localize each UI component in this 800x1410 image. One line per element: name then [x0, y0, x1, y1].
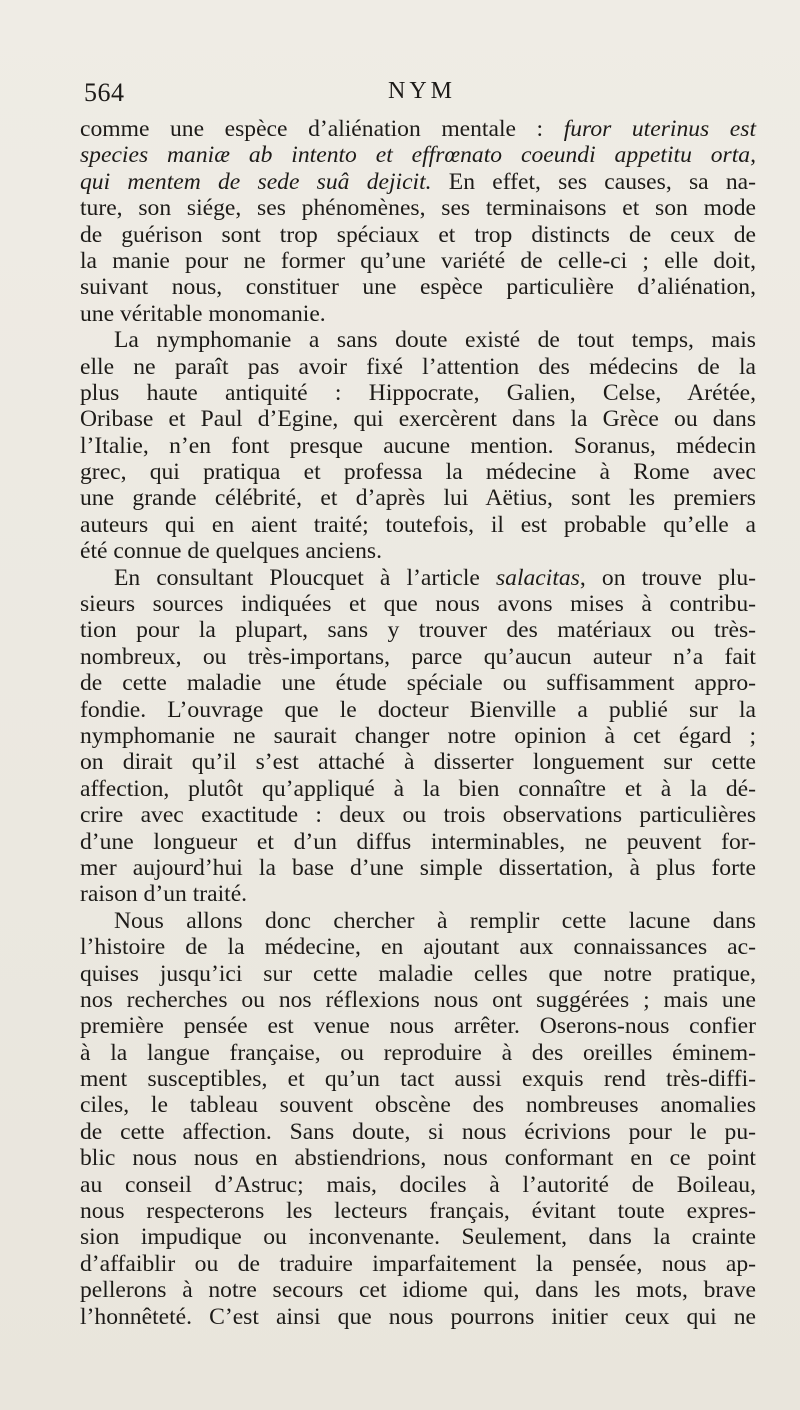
- text-segment: En consultant Ploucquet à l’article: [114, 564, 496, 591]
- text-line: [80, 1251, 756, 1277]
- text-line: [80, 749, 756, 775]
- text-line: [80, 512, 756, 538]
- text-segment: crire avec exactitude : deux ou trois observations particulières: [80, 802, 756, 829]
- text-line: [80, 459, 756, 485]
- text-line: [80, 301, 756, 327]
- text-segment: ture, son siége, ses phénomènes, ses terminaisons et son mode: [80, 195, 756, 222]
- text-segment: tion pour la plupart, sans y trouver des matériaux ou très-: [80, 617, 756, 644]
- text-line: [80, 433, 756, 459]
- text-segment: la manie pour ne former qu’une variété de celle-ci ; elle doit,: [80, 247, 756, 274]
- paragraph: [80, 565, 756, 908]
- text-segment: pellerons à notre secours cet idiome qui, dans les mots, brave: [80, 1277, 756, 1304]
- text-segment: , on trouve plu-: [579, 564, 756, 591]
- text-segment: Oribase et Paul d’Egine, qui exercèrent dans la Grèce ou dans: [80, 406, 756, 433]
- text-line: [80, 485, 756, 511]
- text-segment: de guérison sont trop spéciaux et trop distincts de ceux de: [80, 221, 756, 248]
- text-line: [80, 1198, 756, 1224]
- page-header: [84, 78, 760, 112]
- text-line: [80, 881, 756, 907]
- text-line: [80, 723, 756, 749]
- text-line: [80, 222, 756, 248]
- text-segment: comme une espèce d’aliénation mentale :: [80, 116, 564, 142]
- text-segment: été connue de quelques anciens.: [80, 538, 383, 565]
- text-line: [80, 248, 756, 274]
- text-segment: de cette affection. Sans doute, si nous écrivions pour le pu-: [80, 1118, 756, 1145]
- paragraph: [80, 908, 756, 1330]
- text-segment: mer aujourd’hui la base d’une simple dissertation, à plus forte: [80, 854, 756, 881]
- text-segment: nymphomanie ne saurait changer notre opinion à cet égard ;: [80, 722, 756, 749]
- text-line: [80, 776, 756, 802]
- text-line: [80, 1304, 756, 1330]
- text-line: [80, 802, 756, 828]
- page-number: 564: [84, 78, 125, 107]
- text-line: [80, 354, 756, 380]
- text-segment: première pensée est venue nous arrêter. Oserons-nous confier: [80, 1013, 756, 1040]
- italic-text: furor uterinus est: [563, 116, 756, 142]
- text-segment: plus haute antiquité : Hippocrate, Galien, Celse, Arétée,: [80, 379, 756, 406]
- text-segment: à la langue française, ou reproduire à des oreilles éminem-: [80, 1039, 756, 1066]
- text-segment: nombreux, ou très-importans, parce qu’aucun auteur n’a fait: [80, 643, 756, 670]
- text-line: [80, 406, 756, 432]
- text-segment: suivant nous, constituer une espèce particulière d’aliénation,: [80, 274, 756, 301]
- text-line: [80, 1013, 756, 1039]
- text-segment: quises jusqu’ici sur cette maladie celles que notre pratique,: [80, 960, 756, 987]
- paragraph: [80, 116, 756, 327]
- text-line: [80, 961, 756, 987]
- text-segment: ment susceptibles, et qu’un tact aussi exquis rend très-diffi-: [80, 1066, 756, 1093]
- text-segment: ciles, le tableau souvent obscène des nombreuses anomalies: [80, 1092, 756, 1119]
- text-line: [80, 591, 756, 617]
- text-line: [80, 327, 756, 353]
- body-text: [80, 116, 756, 1330]
- text-line: [80, 1092, 756, 1118]
- paragraph: [80, 327, 756, 565]
- text-segment: Nous allons donc chercher à remplir cette lacune dans: [114, 907, 756, 934]
- text-segment: l’histoire de la médecine, en ajoutant aux connaissances ac-: [80, 934, 756, 961]
- italic-text: qui mentem de sede suâ dejicit.: [80, 168, 432, 195]
- text-line: [80, 1224, 756, 1250]
- text-segment: nos recherches ou nos réflexions nous ont suggérées ; mais une: [80, 986, 756, 1013]
- text-segment: grec, qui pratiqua et professa la médecine à Rome avec: [80, 459, 756, 486]
- text-line: [80, 987, 756, 1013]
- text-line: [80, 169, 756, 195]
- text-segment: auteurs qui en aient traité; toutefois, il est probable qu’elle a: [80, 511, 756, 538]
- text-segment: La nymphomanie a sans doute existé de tout temps, mais: [114, 327, 756, 354]
- text-line: [80, 670, 756, 696]
- text-segment: En effet, ses causes, sa na-: [431, 168, 756, 195]
- text-line: [80, 1119, 756, 1145]
- text-segment: fondie. L’ouvrage que le docteur Bienville a publié sur la: [80, 696, 756, 723]
- text-segment: on dirait qu’il s’est attaché à disserter longuement sur cette: [80, 749, 756, 776]
- text-line: [80, 697, 756, 723]
- text-segment: raison d’un traité.: [80, 881, 248, 908]
- text-segment: une grande célébrité, et d’après lui Aëtius, sont les premiers: [80, 485, 756, 512]
- text-line: [80, 855, 756, 881]
- text-line: [80, 644, 756, 670]
- text-segment: d’une longueur et d’un diffus interminables, ne peuvent for-: [80, 828, 756, 855]
- text-line: [80, 565, 756, 591]
- text-line: [80, 1145, 756, 1171]
- text-segment: sieurs sources indiquées et que nous avons mises à contribu-: [80, 591, 756, 618]
- text-line: [80, 1040, 756, 1066]
- text-segment: au conseil d’Astruc; mais, dociles à l’autorité de Boileau,: [80, 1171, 756, 1198]
- text-segment: d’affaiblir ou de traduire imparfaitement la pensée, nous ap-: [80, 1250, 756, 1277]
- text-line: [80, 380, 756, 406]
- text-segment: sion impudique ou inconvenante. Seulement, dans la crainte: [80, 1224, 756, 1251]
- text-line: [80, 538, 756, 564]
- text-segment: l’honnêteté. C’est ainsi que nous pourrons initier ceux qui ne: [80, 1303, 756, 1330]
- text-line: [80, 116, 756, 142]
- text-line: [80, 908, 756, 934]
- text-line: [80, 617, 756, 643]
- text-segment: elle ne paraît pas avoir fixé l’attention des médecins de la: [80, 353, 756, 380]
- running-head: NYM: [387, 78, 456, 104]
- text-line: [80, 142, 756, 168]
- text-segment: blic nous nous en abstiendrions, nous conformant en ce point: [80, 1145, 756, 1172]
- text-line: [80, 195, 756, 221]
- text-segment: de cette maladie une étude spéciale ou suffisamment appro-: [80, 670, 756, 697]
- text-line: [80, 1172, 756, 1198]
- text-segment: nous respecterons les lecteurs français, évitant toute expres-: [80, 1198, 756, 1225]
- text-line: [80, 1277, 756, 1303]
- text-segment: affection, plutôt qu’appliqué à la bien connaître et à la dé-: [80, 775, 756, 802]
- text-segment: l’Italie, n’en font presque aucune mention. Soranus, médecin: [80, 432, 756, 459]
- italic-text: species maniæ ab intento et effrœnato coeundi appetitu orta,: [80, 142, 756, 169]
- text-line: [80, 934, 756, 960]
- text-line: [80, 829, 756, 855]
- text-segment: une véritable monomanie.: [80, 300, 326, 327]
- italic-text: salacitas: [495, 564, 580, 591]
- text-line: [80, 1066, 756, 1092]
- text-line: [80, 274, 756, 300]
